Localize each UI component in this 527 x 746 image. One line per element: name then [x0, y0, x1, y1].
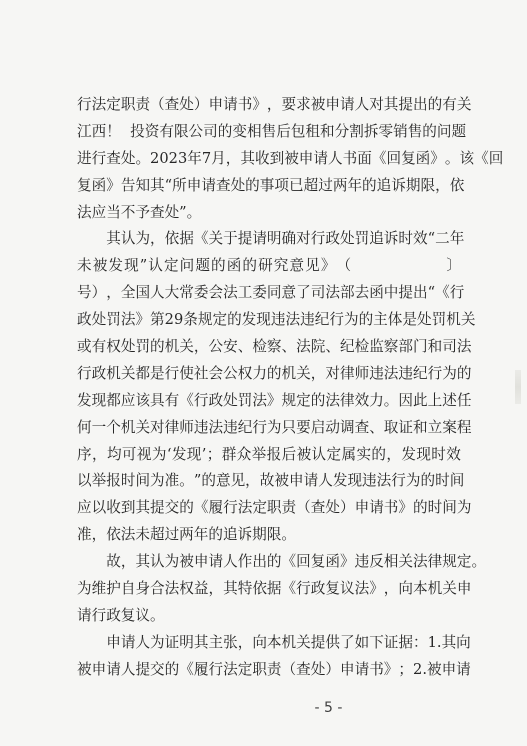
text-line: 或 有 权 处 罚 的 机 关 ， 公 安 、 检 察 、 法 院 、 纪 检 监 察 部 门 和 司 法 — [77, 338, 472, 356]
text-line: 准，依法未超过两年的追诉期限。 — [77, 526, 296, 544]
text-line: 号 ） ， 全 国 人 大 常 委 会 法 工 委 同 意 了 司 法 部 去 函 中 提 出 “ 《 行 — [77, 284, 465, 302]
text-line: 申 请 人 为 证 明 其 主 张 ， 向 本 机 关 提 供 了 如 下 证 据 ： 1 . 其 向 — [106, 633, 471, 651]
text-line: 行 法 定 职 责 （ 查 处 ） 申 请 书 》 ， 要 求 被 申 请 人 对 其 提 出 的 有 关 — [77, 96, 472, 113]
text-line: 发 现 都 应 该 具 有 《 行 政 处 罚 法 》 规 定 的 法 律 效 力 。 因 此 上 述 任 — [77, 391, 472, 409]
text-line: 复 函 》 告 知 其 “ 所 申 请 查 处 的 事 项 已 超 过 两 年 的 追 诉 期 限 ， 依 — [77, 176, 465, 194]
text-line: 法应当不予查处”。 — [77, 203, 202, 221]
text-line: 应 以 收 到 其 提 交 的 《 履 行 法 定 职 责 （ 查 处 ） 申 请 书 》 的 时 间 为 — [77, 499, 472, 517]
text-line: 政 处 罚 法 》 第 2 9 条 规 定 的 发 现 违 法 违 纪 行 为 的 主 体 是 处 罚 机 关 — [77, 311, 476, 329]
text-line: 以 举 报 时 间 为 准 。 ” 的 意 见 ， 故 被 申 请 人 发 现 违 法 行 为 的 时 间 — [77, 472, 465, 490]
text-line: 为 维 护 自 身 合 法 权 益 ， 其 特 依 据 《 行 政 复 议 法 》 ， 向 本 机 关 申 — [77, 580, 472, 598]
text-line: 其 认 为 ， 依 据 《 关 于 提 请 明 确 对 行 政 处 罚 追 诉 时 效 “ 二 年 — [106, 230, 465, 248]
text-line: 请行政复议。 — [77, 606, 165, 624]
text-line: 序 ， 均 可 视 为 ‘ 发 现 ’ ； 群 众 举 报 后 被 认 定 属 实 的 ， 发 现 时 效 — [77, 445, 461, 463]
text-line: 故 ， 其 认 为 被 申 请 人 作 出 的 《 回 复 函 》 违 反 相 关 法 律 规 定 。 — [106, 553, 487, 571]
text-line: 何 一 个 机 关 对 律 师 违 法 违 纪 行 为 只 要 启 动 调 查 、 取 证 和 立 案 程 — [77, 418, 472, 436]
text-line: 行 政 机 关 都 是 行 使 社 会 公 权 力 的 机 关 ， 对 律 师 违 法 违 纪 行 为 的 — [77, 364, 472, 382]
text-line: 未 被 发 现 ” 认 定 问 题 的 函 的 研 究 意 见 》 （ 〕 — [77, 257, 461, 275]
document-body — [77, 92, 504, 684]
text-line: 江 西 ！ 投 资 有 限 公 司 的 变 相 售 后 包 租 和 分 割 拆 零 销 售 的 问 题 — [77, 122, 467, 140]
page-number: - 5 - — [314, 700, 343, 716]
text-line: 进 行 查 处 。 2 0 2 3 年 7 月 ， 其 收 到 被 申 请 人 书 面 《 回 复 函 》 。 该 《 回 — [77, 149, 504, 167]
scan-margin-mark — [515, 370, 521, 404]
text-line: 被 申 请 人 提 交 的 《 履 行 法 定 职 责 （ 查 处 ） 申 请 书 》 ； 2 . 被 申 请 — [77, 660, 471, 678]
